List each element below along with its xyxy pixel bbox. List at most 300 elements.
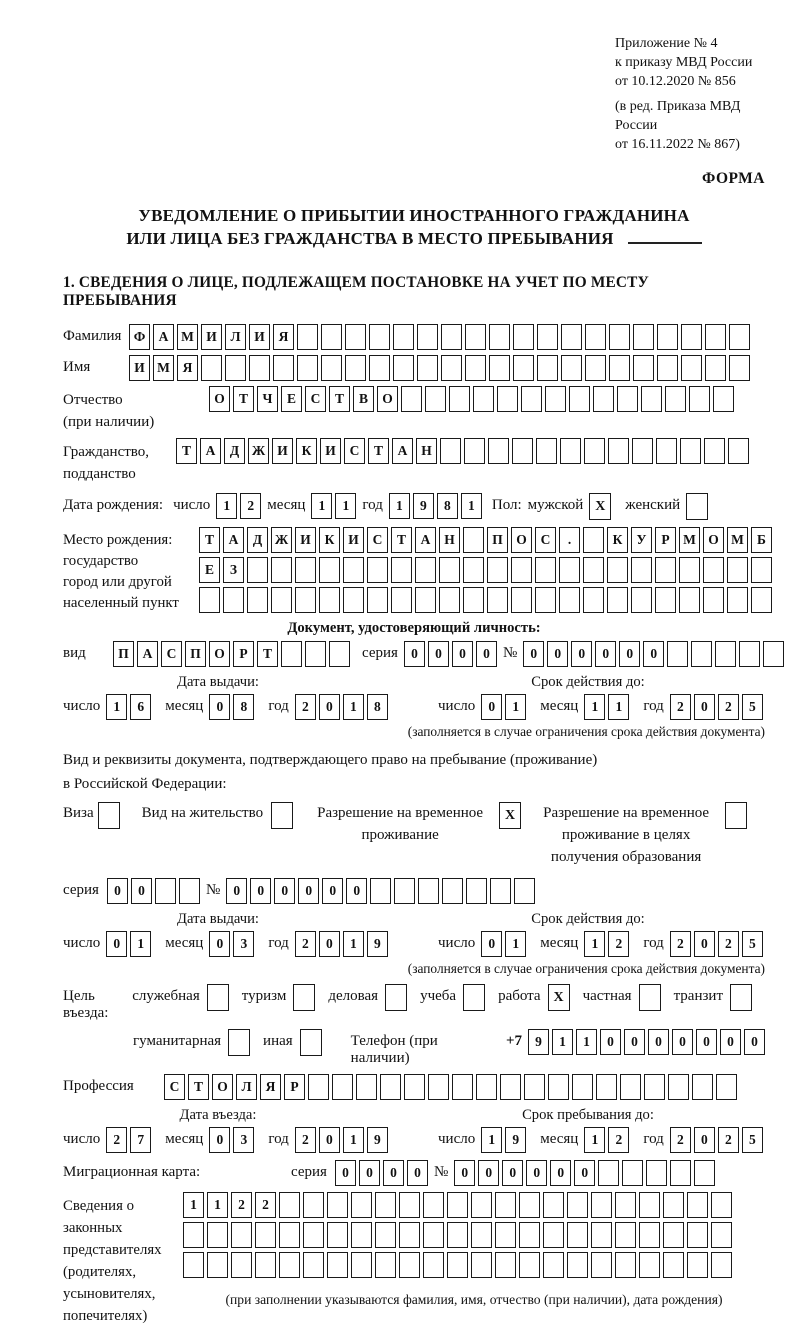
day-label: число bbox=[63, 1131, 101, 1147]
char-cell: П bbox=[185, 641, 206, 667]
phone-label: Телефон (при наличии) bbox=[350, 1033, 438, 1066]
char-cell bbox=[663, 1252, 684, 1278]
char-cell bbox=[225, 355, 246, 381]
char-cell: 1 bbox=[343, 1127, 364, 1153]
char-cell bbox=[670, 1160, 691, 1186]
patronymic-label-line2: (при наличии) bbox=[63, 414, 155, 430]
char-cell bbox=[345, 324, 366, 350]
char-cell bbox=[279, 1252, 300, 1278]
char-cell bbox=[439, 557, 460, 583]
char-cell: 2 bbox=[718, 931, 739, 957]
residence-series-cells bbox=[107, 878, 200, 904]
birth-date-row bbox=[63, 493, 765, 520]
surname-row bbox=[63, 324, 765, 350]
char-cell: 1 bbox=[584, 694, 605, 720]
birth-place-cells-row2 bbox=[199, 557, 772, 583]
issue-day-cells bbox=[106, 694, 151, 720]
char-cell: А bbox=[392, 438, 413, 464]
char-cell: Т bbox=[329, 386, 350, 412]
char-cell bbox=[345, 355, 366, 381]
char-cell bbox=[591, 1252, 612, 1278]
year-label: год bbox=[268, 1131, 289, 1147]
char-cell: 3 bbox=[233, 1127, 254, 1153]
char-cell: Т bbox=[233, 386, 254, 412]
char-cell: 0 bbox=[335, 1160, 356, 1186]
residence-doc-note: (заполняется в случае ограничения срока действия документа) bbox=[407, 961, 765, 976]
char-cell: 0 bbox=[547, 641, 568, 667]
year-label: год bbox=[268, 935, 289, 951]
appendix-line: от 10.12.2020 № 856 bbox=[615, 74, 736, 89]
char-cell: 0 bbox=[226, 878, 247, 904]
char-cell bbox=[297, 355, 318, 381]
char-cell: 0 bbox=[404, 641, 425, 667]
char-cell bbox=[521, 386, 542, 412]
char-cell: О bbox=[511, 527, 532, 553]
char-cell bbox=[207, 1222, 228, 1248]
char-cell bbox=[308, 1074, 329, 1100]
char-cell bbox=[393, 324, 414, 350]
char-cell: Б bbox=[751, 527, 772, 553]
char-cell bbox=[583, 587, 604, 613]
char-cell: М bbox=[679, 527, 700, 553]
char-cell bbox=[728, 438, 749, 464]
char-cell: 0 bbox=[571, 641, 592, 667]
entry-dates bbox=[63, 1107, 765, 1153]
char-cell: С bbox=[161, 641, 182, 667]
char-cell bbox=[705, 355, 726, 381]
char-cell bbox=[466, 878, 487, 904]
option-temp-residence-education-checkbox bbox=[725, 802, 747, 829]
representatives-label-line: попечителях) bbox=[63, 1308, 148, 1324]
char-cell bbox=[249, 355, 270, 381]
char-cell bbox=[559, 557, 580, 583]
valid-until-header: Срок действия до: bbox=[531, 911, 645, 927]
char-cell: 0 bbox=[274, 878, 295, 904]
char-cell bbox=[201, 355, 222, 381]
char-cell bbox=[620, 1074, 641, 1100]
appendix-line: к приказу МВД России bbox=[615, 55, 753, 70]
char-cell: 0 bbox=[298, 878, 319, 904]
char-cell: А bbox=[200, 438, 221, 464]
form-title-line2-text: ИЛИ ЛИЦА БЕЗ ГРАЖДАНСТВА В МЕСТО ПРЕБЫВАНИЯ bbox=[126, 229, 614, 248]
appendix-line: Приложение № 4 bbox=[615, 36, 718, 51]
char-cell bbox=[488, 438, 509, 464]
char-cell: 1 bbox=[183, 1192, 204, 1218]
residence-valid-day-cells bbox=[481, 931, 526, 957]
migration-card-label: Миграционная карта: bbox=[63, 1164, 201, 1180]
char-cell bbox=[656, 438, 677, 464]
day-label: число bbox=[173, 497, 211, 513]
form-title-line2 bbox=[63, 227, 765, 250]
char-cell bbox=[463, 587, 484, 613]
char-cell bbox=[663, 1222, 684, 1248]
char-cell bbox=[425, 386, 446, 412]
char-cell bbox=[183, 1252, 204, 1278]
citizenship-label-line1: Гражданство, bbox=[63, 444, 150, 460]
char-cell: 0 bbox=[478, 1160, 499, 1186]
purpose-option-label: работа bbox=[498, 988, 541, 1004]
char-cell: 0 bbox=[574, 1160, 595, 1186]
char-cell bbox=[511, 557, 532, 583]
stay-until-header: Срок пребывания до: bbox=[522, 1107, 654, 1123]
month-label: месяц bbox=[165, 935, 204, 951]
char-cell: 0 bbox=[502, 1160, 523, 1186]
char-cell bbox=[665, 386, 686, 412]
char-cell bbox=[471, 1192, 492, 1218]
char-cell bbox=[391, 557, 412, 583]
birth-place-label-line: населенный пункт bbox=[63, 595, 179, 611]
char-cell: С bbox=[305, 386, 326, 412]
day-label: число bbox=[438, 698, 476, 714]
char-cell: В bbox=[353, 386, 374, 412]
char-cell bbox=[179, 878, 200, 904]
char-cell: 1 bbox=[335, 493, 356, 519]
char-cell bbox=[155, 878, 176, 904]
char-cell: 0 bbox=[672, 1029, 693, 1055]
char-cell bbox=[615, 1192, 636, 1218]
char-cell bbox=[417, 355, 438, 381]
char-cell: 0 bbox=[648, 1029, 669, 1055]
sex-female-label: женский bbox=[625, 497, 681, 513]
char-cell: 0 bbox=[209, 694, 230, 720]
char-cell bbox=[608, 438, 629, 464]
sex-male-checkbox: X bbox=[589, 493, 611, 520]
given-name-label: Имя bbox=[63, 359, 91, 375]
option-visa-checkbox bbox=[98, 802, 120, 829]
char-cell: Л bbox=[236, 1074, 257, 1100]
month-label: месяц bbox=[540, 935, 579, 951]
migration-series-label: серия bbox=[291, 1164, 327, 1180]
issue-date-header: Дата выдачи: bbox=[177, 674, 259, 690]
char-cell bbox=[489, 355, 510, 381]
issue-date-header: Дата выдачи: bbox=[177, 911, 259, 927]
char-cell bbox=[375, 1222, 396, 1248]
char-cell bbox=[663, 1192, 684, 1218]
char-cell: 8 bbox=[233, 694, 254, 720]
birth-place-cells-row1 bbox=[199, 527, 772, 553]
char-cell bbox=[572, 1074, 593, 1100]
edition-line: от 16.11.2022 № 867) bbox=[615, 137, 740, 152]
char-cell bbox=[513, 324, 534, 350]
char-cell bbox=[615, 1252, 636, 1278]
char-cell: 0 bbox=[523, 641, 544, 667]
patronymic-label-line1: Отчество bbox=[63, 392, 123, 408]
purpose-option-label: служебная bbox=[132, 988, 200, 1004]
char-cell: 1 bbox=[505, 931, 526, 957]
char-cell: 0 bbox=[319, 694, 340, 720]
char-cell bbox=[367, 557, 388, 583]
char-cell bbox=[465, 324, 486, 350]
char-cell bbox=[495, 1222, 516, 1248]
char-cell bbox=[657, 324, 678, 350]
char-cell: Ф bbox=[129, 324, 150, 350]
char-cell bbox=[681, 355, 702, 381]
char-cell: 1 bbox=[461, 493, 482, 519]
char-cell: И bbox=[201, 324, 222, 350]
char-cell bbox=[703, 557, 724, 583]
char-cell: Р bbox=[655, 527, 676, 553]
char-cell: 1 bbox=[130, 931, 151, 957]
representatives-note: (при заполнении указываются фамилия, имя, отчество (при наличии), дата рождения) bbox=[225, 1292, 723, 1307]
char-cell bbox=[423, 1252, 444, 1278]
representatives-label-line: (родителях, bbox=[63, 1264, 137, 1280]
char-cell bbox=[399, 1222, 420, 1248]
char-cell bbox=[680, 438, 701, 464]
char-cell bbox=[646, 1160, 667, 1186]
birth-place-label-line: Место рождения: bbox=[63, 532, 173, 548]
char-cell: 2 bbox=[670, 694, 691, 720]
char-cell: Т bbox=[176, 438, 197, 464]
char-cell bbox=[692, 1074, 713, 1100]
representatives-label-line: законных bbox=[63, 1220, 123, 1236]
char-cell bbox=[415, 587, 436, 613]
char-cell bbox=[319, 557, 340, 583]
char-cell: 5 bbox=[742, 694, 763, 720]
char-cell bbox=[513, 355, 534, 381]
char-cell bbox=[569, 386, 590, 412]
char-cell bbox=[543, 1222, 564, 1248]
char-cell bbox=[439, 587, 460, 613]
char-cell: 0 bbox=[452, 641, 473, 667]
char-cell: 1 bbox=[311, 493, 332, 519]
char-cell bbox=[639, 1222, 660, 1248]
representatives-cells-row3 bbox=[183, 1252, 765, 1278]
char-cell bbox=[231, 1252, 252, 1278]
char-cell bbox=[271, 587, 292, 613]
char-cell: 0 bbox=[346, 878, 367, 904]
char-cell bbox=[423, 1222, 444, 1248]
char-cell bbox=[519, 1192, 540, 1218]
representatives-label-line: представителях bbox=[63, 1242, 162, 1258]
purpose-study-checkbox bbox=[463, 984, 485, 1011]
char-cell bbox=[418, 878, 439, 904]
char-cell: 0 bbox=[383, 1160, 404, 1186]
char-cell bbox=[343, 557, 364, 583]
citizenship-row bbox=[63, 438, 765, 485]
sex-label: Пол: bbox=[491, 497, 522, 513]
entry-date-header: Дата въезда: bbox=[179, 1107, 257, 1123]
month-label: месяц bbox=[165, 1131, 204, 1147]
char-cell: А bbox=[415, 527, 436, 553]
purpose-option-label: иная bbox=[263, 1033, 293, 1049]
char-cell: 8 bbox=[437, 493, 458, 519]
char-cell: Р bbox=[233, 641, 254, 667]
residence-issue-year-cells bbox=[295, 931, 388, 957]
char-cell: Ж bbox=[271, 527, 292, 553]
char-cell: 1 bbox=[576, 1029, 597, 1055]
month-label: месяц bbox=[267, 497, 306, 513]
valid-day-cells bbox=[481, 694, 526, 720]
char-cell: Ч bbox=[257, 386, 278, 412]
char-cell bbox=[591, 1222, 612, 1248]
option-temp-residence-education-label: Разрешение на временное проживание в целях получения образования bbox=[543, 805, 710, 865]
doc-number-label: № bbox=[502, 645, 518, 661]
char-cell: Д bbox=[224, 438, 245, 464]
form-title-line1: УВЕДОМЛЕНИЕ О ПРИБЫТИИ ИНОСТРАННОГО ГРАЖДАНИНА bbox=[138, 206, 690, 225]
char-cell bbox=[519, 1222, 540, 1248]
char-cell: 0 bbox=[107, 878, 128, 904]
char-cell: И bbox=[343, 527, 364, 553]
day-label: число bbox=[63, 935, 101, 951]
char-cell: П bbox=[113, 641, 134, 667]
purpose-option-label: деловая bbox=[328, 988, 379, 1004]
char-cell: 0 bbox=[106, 931, 127, 957]
char-cell bbox=[583, 527, 604, 553]
purpose-tourism-checkbox bbox=[293, 984, 315, 1011]
purpose-business-checkbox bbox=[385, 984, 407, 1011]
birth-place-label bbox=[63, 527, 199, 614]
entry-year-cells bbox=[295, 1127, 388, 1153]
char-cell: 1 bbox=[608, 694, 629, 720]
char-cell bbox=[632, 438, 653, 464]
profession-cells bbox=[164, 1074, 737, 1100]
birth-date-label: Дата рождения: bbox=[63, 497, 164, 513]
char-cell: 2 bbox=[106, 1127, 127, 1153]
char-cell bbox=[279, 1222, 300, 1248]
char-cell bbox=[644, 1074, 665, 1100]
profession-row bbox=[63, 1074, 765, 1100]
char-cell: 2 bbox=[231, 1192, 252, 1218]
char-cell: 7 bbox=[130, 1127, 151, 1153]
char-cell bbox=[464, 438, 485, 464]
char-cell: 0 bbox=[526, 1160, 547, 1186]
option-residence-permit-label: Вид на жительство bbox=[141, 805, 264, 821]
char-cell: О bbox=[209, 386, 230, 412]
month-label: месяц bbox=[165, 698, 204, 714]
char-cell: 0 bbox=[359, 1160, 380, 1186]
char-cell bbox=[271, 557, 292, 583]
surname-cells bbox=[129, 324, 750, 350]
birth-place-label-line: город или другой bbox=[63, 574, 172, 590]
char-cell bbox=[487, 557, 508, 583]
year-label: год bbox=[362, 497, 383, 513]
char-cell: 0 bbox=[319, 1127, 340, 1153]
char-cell bbox=[332, 1074, 353, 1100]
char-cell: 2 bbox=[295, 931, 316, 957]
char-cell: 1 bbox=[584, 1127, 605, 1153]
char-cell: 0 bbox=[720, 1029, 741, 1055]
char-cell bbox=[471, 1252, 492, 1278]
char-cell bbox=[639, 1252, 660, 1278]
char-cell: 2 bbox=[718, 1127, 739, 1153]
surname-label: Фамилия bbox=[63, 328, 122, 344]
identity-doc-note: (заполняется в случае ограничения срока действия документа) bbox=[407, 724, 765, 739]
char-cell: 1 bbox=[505, 694, 526, 720]
purpose-transit-checkbox bbox=[730, 984, 752, 1011]
char-cell bbox=[583, 557, 604, 583]
char-cell: 0 bbox=[250, 878, 271, 904]
char-cell: 9 bbox=[413, 493, 434, 519]
char-cell bbox=[303, 1192, 324, 1218]
char-cell: И bbox=[295, 527, 316, 553]
char-cell: 0 bbox=[322, 878, 343, 904]
char-cell: 0 bbox=[481, 694, 502, 720]
char-cell: Р bbox=[284, 1074, 305, 1100]
residence-number-label: № bbox=[205, 882, 221, 898]
char-cell bbox=[447, 1192, 468, 1218]
char-cell bbox=[369, 355, 390, 381]
migration-number-cells bbox=[454, 1160, 715, 1186]
birth-place-cells-row3 bbox=[199, 587, 772, 613]
char-cell: С bbox=[164, 1074, 185, 1100]
char-cell bbox=[535, 587, 556, 613]
char-cell: З bbox=[223, 557, 244, 583]
entry-day-cells bbox=[106, 1127, 151, 1153]
char-cell bbox=[561, 324, 582, 350]
char-cell bbox=[367, 587, 388, 613]
residence-valid-year-cells bbox=[670, 931, 763, 957]
char-cell: 0 bbox=[595, 641, 616, 667]
char-cell bbox=[596, 1074, 617, 1100]
char-cell bbox=[524, 1074, 545, 1100]
option-visa bbox=[63, 802, 120, 829]
char-cell: Я bbox=[273, 324, 294, 350]
char-cell bbox=[423, 1192, 444, 1218]
residence-doc-line2: в Российской Федерации: bbox=[63, 776, 227, 792]
char-cell bbox=[727, 557, 748, 583]
char-cell: 5 bbox=[742, 1127, 763, 1153]
char-cell bbox=[391, 587, 412, 613]
patronymic-cells bbox=[209, 386, 734, 412]
section1-heading: 1. СВЕДЕНИЯ О ЛИЦЕ, ПОДЛЕЖАЩЕМ ПОСТАНОВКЕ НА УЧЕТ ПО МЕСТУ ПРЕБЫВАНИЯ bbox=[63, 274, 649, 309]
option-visa-label: Виза bbox=[63, 805, 94, 821]
char-cell bbox=[585, 324, 606, 350]
char-cell bbox=[452, 1074, 473, 1100]
char-cell: 0 bbox=[643, 641, 664, 667]
char-cell: Я bbox=[177, 355, 198, 381]
residence-doc-line1: Вид и реквизиты документа, подтверждающего право на пребывание (проживание) bbox=[63, 752, 598, 768]
char-cell bbox=[711, 1222, 732, 1248]
char-cell bbox=[447, 1252, 468, 1278]
char-cell: 0 bbox=[476, 641, 497, 667]
char-cell: У bbox=[631, 527, 652, 553]
char-cell bbox=[543, 1252, 564, 1278]
char-cell: М bbox=[727, 527, 748, 553]
char-cell: О bbox=[377, 386, 398, 412]
char-cell: 2 bbox=[608, 1127, 629, 1153]
purpose-option-label: транзит bbox=[673, 988, 723, 1004]
char-cell bbox=[559, 587, 580, 613]
char-cell: 1 bbox=[584, 931, 605, 957]
char-cell: А bbox=[153, 324, 174, 350]
char-cell bbox=[641, 386, 662, 412]
residence-doc-options bbox=[63, 802, 765, 868]
forma-label: ФОРМА bbox=[701, 170, 765, 187]
char-cell bbox=[369, 324, 390, 350]
char-cell bbox=[617, 386, 638, 412]
char-cell bbox=[691, 641, 712, 667]
char-cell: 0 bbox=[131, 878, 152, 904]
char-cell bbox=[321, 324, 342, 350]
char-cell bbox=[473, 386, 494, 412]
char-cell bbox=[694, 1160, 715, 1186]
char-cell bbox=[356, 1074, 377, 1100]
char-cell bbox=[351, 1252, 372, 1278]
option-residence-permit-checkbox bbox=[271, 802, 293, 829]
residence-valid-month-cells bbox=[584, 931, 629, 957]
char-cell: 1 bbox=[343, 694, 364, 720]
residence-issue-month-cells bbox=[209, 931, 254, 957]
char-cell bbox=[704, 438, 725, 464]
purpose-label: Цель въезда: bbox=[63, 988, 109, 1021]
year-label: год bbox=[268, 698, 289, 714]
option-temp-residence-education bbox=[535, 802, 747, 868]
char-cell bbox=[607, 557, 628, 583]
char-cell bbox=[535, 557, 556, 583]
char-cell: 2 bbox=[718, 694, 739, 720]
char-cell bbox=[751, 557, 772, 583]
char-cell: 0 bbox=[694, 1127, 715, 1153]
